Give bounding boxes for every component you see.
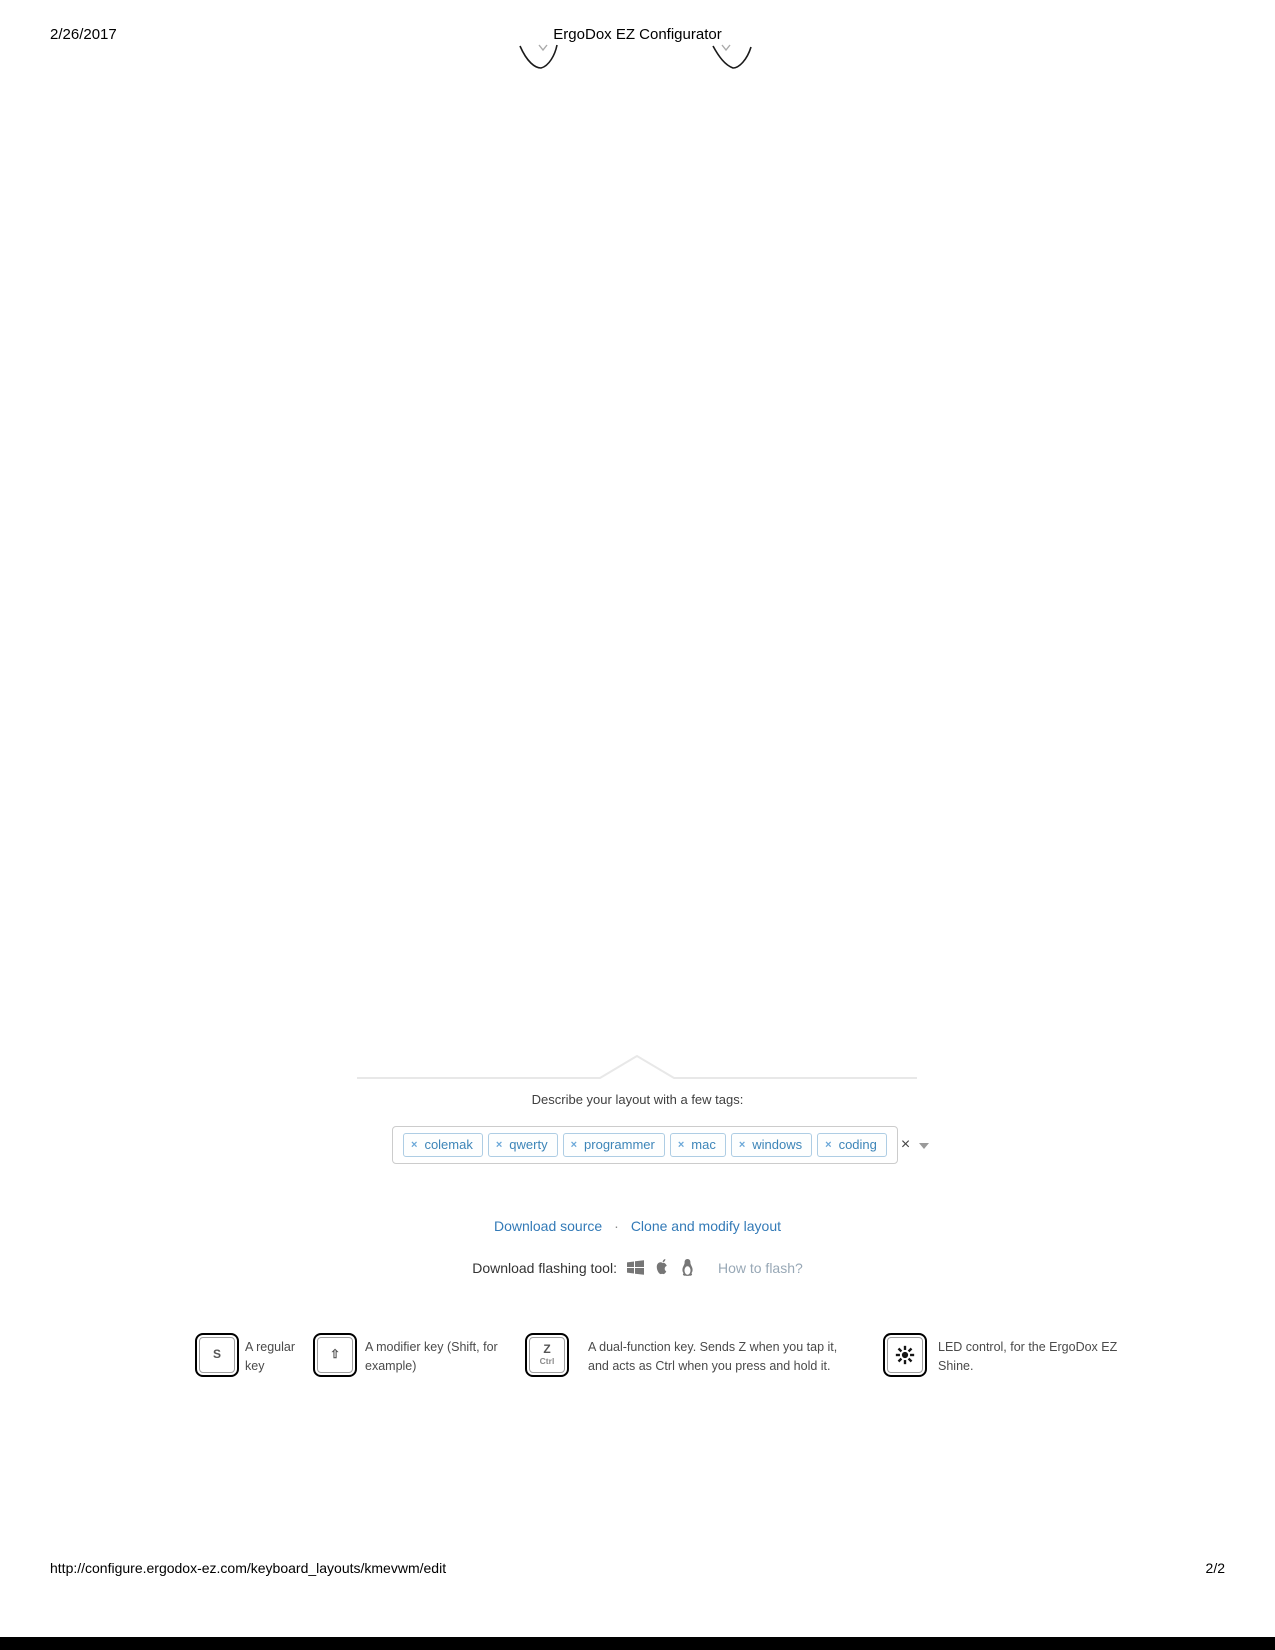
tag-label: mac [691,1137,716,1152]
remove-tag-icon[interactable]: × [738,1138,746,1151]
footer-black-bar [0,1637,1275,1650]
flash-tool-row [0,1258,1275,1277]
tag-coding[interactable] [817,1133,887,1157]
clear-tags-icon[interactable]: × [900,1136,911,1153]
page-cut-artifact [516,42,560,72]
tag-programmer[interactable] [563,1133,665,1157]
tag-mac[interactable] [670,1133,726,1157]
legend-key-regular [195,1333,239,1377]
legend-key-led [883,1333,927,1377]
tag-colemak[interactable] [403,1133,483,1157]
remove-tag-icon[interactable]: × [677,1138,685,1151]
tag-windows[interactable] [731,1133,812,1157]
how-to-flash-link[interactable]: How to flash? [717,1259,803,1276]
linux-icon[interactable] [680,1258,695,1277]
legend-description: A dual-function key. Sends Z when you tap it, and acts as Ctrl when you press and hold it. [588,1340,838,1373]
remove-tag-icon[interactable]: × [825,1138,832,1151]
clone-modify-link[interactable]: Clone and modify layout [630,1218,782,1234]
legend-key-label: S [199,1337,235,1373]
legend-key-label: Z Ctrl [529,1337,565,1373]
page-cut-artifact [710,42,754,72]
legend-description: LED control, for the ErgoDox EZ Shine. [938,1340,1118,1373]
tag-label: coding [838,1137,877,1152]
links-separator: · [614,1218,619,1234]
tag-qwerty[interactable] [488,1133,558,1157]
tag-label: programmer [584,1137,655,1152]
remove-tag-icon[interactable]: × [411,1138,418,1151]
print-header-title: ErgoDox EZ Configurator [553,26,722,43]
footer-url: http://configure.ergodox-ez.com/keyboard_layouts/kmevwm/edit [50,1560,447,1576]
tag-label: qwerty [509,1137,548,1152]
legend-key-dual-function [525,1333,569,1377]
remove-tag-icon[interactable]: × [495,1138,503,1151]
section-divider [357,1050,917,1085]
apple-icon[interactable] [654,1258,671,1277]
tag-label: colemak [424,1137,473,1152]
legend-key-label [887,1337,923,1373]
flash-tool-label: Download flashing tool: [472,1259,617,1276]
layout-links-row [0,1218,1275,1234]
legend-key-label: ⇧ [317,1337,353,1373]
tag-label: windows [752,1137,803,1152]
remove-tag-icon[interactable]: × [570,1138,578,1151]
legend-description: A regular key [245,1340,296,1373]
legend-key-modifier [313,1333,357,1377]
download-source-link[interactable]: Download source [493,1218,603,1234]
tags-input-box[interactable] [392,1126,911,1164]
windows-icon[interactable] [626,1259,645,1276]
dropdown-caret-icon[interactable] [919,1143,929,1149]
footer-page-number: 2/2 [1205,1560,1225,1576]
tags-prompt: Describe your layout with a few tags: [531,1092,744,1107]
print-header-date: 2/26/2017 [50,26,117,43]
legend-description: A modifier key (Shift, for example) [365,1340,498,1373]
